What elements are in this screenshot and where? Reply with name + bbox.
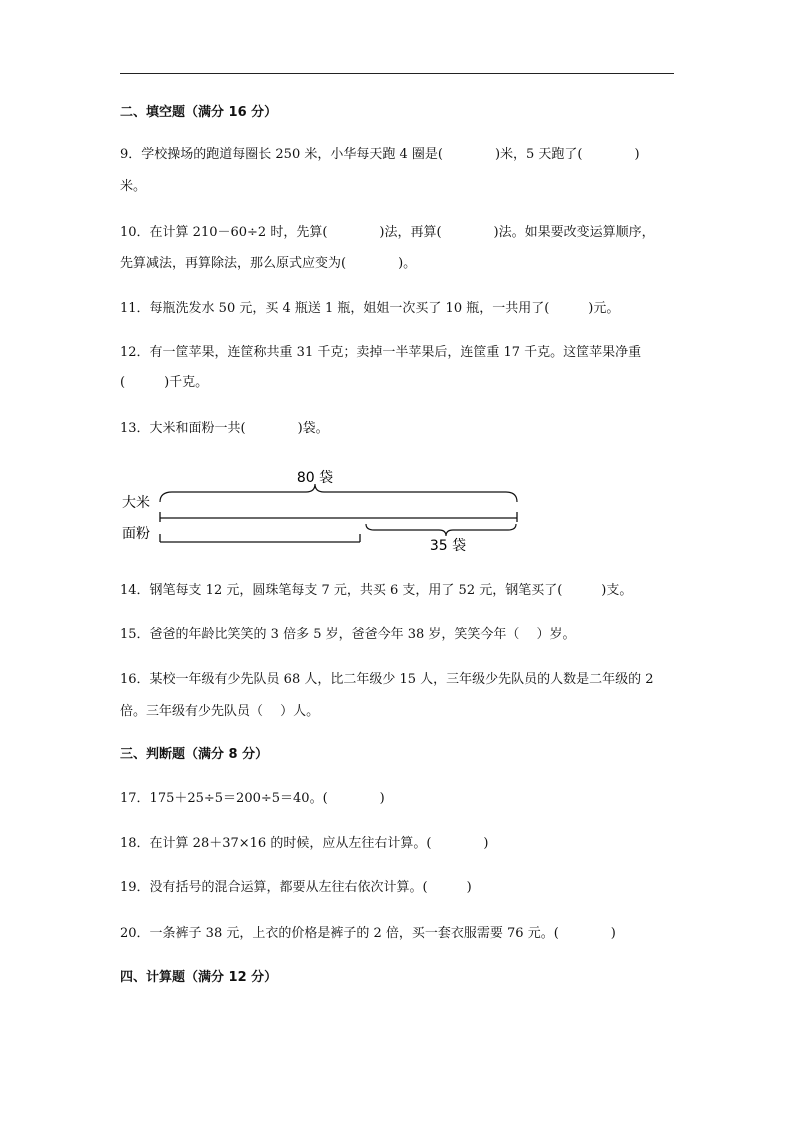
question-15: 15．爸爸的年龄比笑笑的 3 倍多 5 岁，爸爸今年 38 岁，笑笑今年（ ）岁。 (120, 627, 576, 642)
flour-label: 面粉 (122, 526, 150, 542)
question-12-line-1: 12．有一筐苹果，连筐称共重 31 千克；卖掉一半苹果后，连筐重 17 千克。这筐苹果净重 (120, 345, 642, 360)
question-9-line-2: 米。 (120, 179, 147, 194)
question-17: 17．175＋25÷5＝200÷5＝40。( ) (120, 791, 385, 806)
header-rule (120, 73, 674, 74)
difference-brace (366, 524, 516, 536)
question-16-line-2: 倍。三年级有少先队员（ ）人。 (120, 704, 320, 719)
section-title-fill-blank: 二、填空题（满分 16 分） (120, 105, 278, 120)
question-10-line-1: 10．在计算 210－60÷2 时，先算( )法，再算( )法。如果要改变运算顺序， (120, 225, 655, 240)
question-10-line-2: 先算减法，再算除法，那么原式应变为( )。 (120, 256, 417, 271)
total-label: 80 袋 (296, 470, 334, 486)
section-title-calculation: 四、计算题（满分 12 分） (120, 970, 278, 985)
question-9-line-1: 9．学校操场的跑道每圈长 250 米，小华每天跑 4 圈是( )米，5 天跑了( ) (120, 147, 640, 162)
rice-label: 大米 (122, 495, 150, 511)
question-14: 14．钢笔每支 12 元，圆珠笔每支 7 元，共买 6 支，用了 52 元，钢笔买了( )支。 (120, 583, 633, 598)
difference-label: 35 袋 (429, 538, 467, 554)
total-brace (160, 484, 517, 502)
question-12-line-2: ( )千克。 (120, 375, 209, 390)
section-title-true-false: 三、判断题（满分 8 分） (120, 747, 269, 762)
line-segment-diagram (110, 462, 530, 554)
question-11: 11．每瓶洗发水 50 元，买 4 瓶送 1 瓶，姐姐一次买了 10 瓶，一共用了( )元。 (120, 301, 620, 316)
question-18: 18．在计算 28＋37×16 的时候，应从左往右计算。( ) (120, 836, 489, 851)
question-19: 19．没有括号的混合运算，都要从左往右依次计算。( ) (120, 880, 472, 895)
question-13: 13．大米和面粉一共( )袋。 (120, 421, 329, 436)
question-20: 20．一条裤子 38 元，上衣的价格是裤子的 2 倍，买一套衣服需要 76 元。( ) (120, 926, 616, 941)
question-16-line-1: 16．某校一年级有少先队员 68 人，比二年级少 15 人，三年级少先队员的人数是二年级的 2 (120, 672, 654, 687)
